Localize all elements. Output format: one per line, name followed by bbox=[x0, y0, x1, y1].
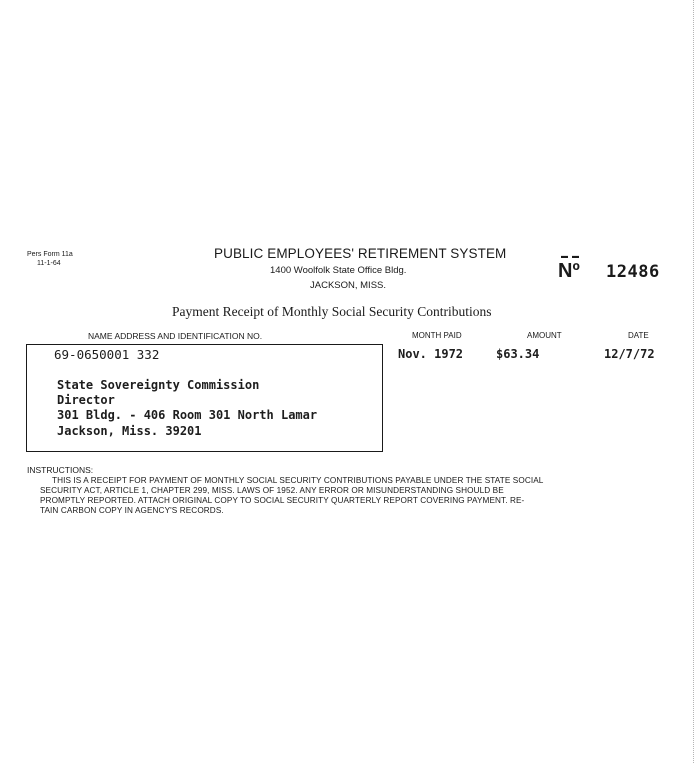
organization-title: PUBLIC EMPLOYEES' RETIREMENT SYSTEM bbox=[214, 246, 507, 261]
address-line: Director bbox=[57, 393, 115, 407]
organization-city: JACKSON, MISS. bbox=[310, 280, 387, 291]
instructions-text bbox=[40, 476, 685, 516]
form-number: Pers Form 11a bbox=[27, 251, 73, 258]
form-identifier bbox=[27, 250, 73, 268]
page-edge-dotted-line bbox=[693, 0, 694, 763]
instructions-line: THIS IS A RECEIPT FOR PAYMENT OF MONTHLY SOCIAL SECURITY CONTRIBUTIONS PAYABLE UNDER THE STATE SOCIAL bbox=[52, 476, 544, 485]
address-line: State Sovereignty Commission bbox=[57, 378, 260, 392]
form-revision: 11-1-64 bbox=[37, 260, 61, 267]
instructions-heading: INSTRUCTIONS: bbox=[27, 465, 94, 475]
receipt-number: 12486 bbox=[606, 262, 660, 282]
amount-value: $63.34 bbox=[496, 347, 540, 361]
column-header-date: DATE bbox=[628, 331, 649, 340]
identification-number: 69-0650001 332 bbox=[54, 347, 160, 362]
receipt-number-label: Nº bbox=[558, 260, 580, 282]
address-line: Jackson, Miss. 39201 bbox=[57, 424, 202, 438]
column-header-amount: AMOUNT bbox=[527, 331, 562, 340]
column-header-name: NAME ADDRESS AND IDENTIFICATION NO. bbox=[88, 331, 263, 341]
organization-address: 1400 Woolfolk State Office Bldg. bbox=[270, 265, 407, 276]
address-line: 301 Bldg. - 406 Room 301 North Lamar bbox=[57, 408, 318, 422]
date-value: 12/7/72 bbox=[604, 347, 655, 361]
instructions-line: TAIN CARBON COPY IN AGENCY'S RECORDS. bbox=[40, 506, 224, 515]
number-mark-icon: ▬ ▬ bbox=[561, 253, 580, 260]
month-paid-value: Nov. 1972 bbox=[398, 347, 464, 361]
instructions-line: SECURITY ACT, ARTICLE 1, CHAPTER 299, MISS. LAWS OF 1952. ANY ERROR OR MISUNDERSTANDING SHOULD BE bbox=[40, 486, 504, 495]
column-header-month-paid: MONTH PAID bbox=[412, 331, 462, 340]
instructions-line: PROMPTLY REPORTED. ATTACH ORIGINAL COPY TO SOCIAL SECURITY QUARTERLY REPORT COVERING PAYMENT. RE- bbox=[40, 496, 525, 505]
receipt-title: Payment Receipt of Monthly Social Security Contributions bbox=[172, 304, 492, 319]
